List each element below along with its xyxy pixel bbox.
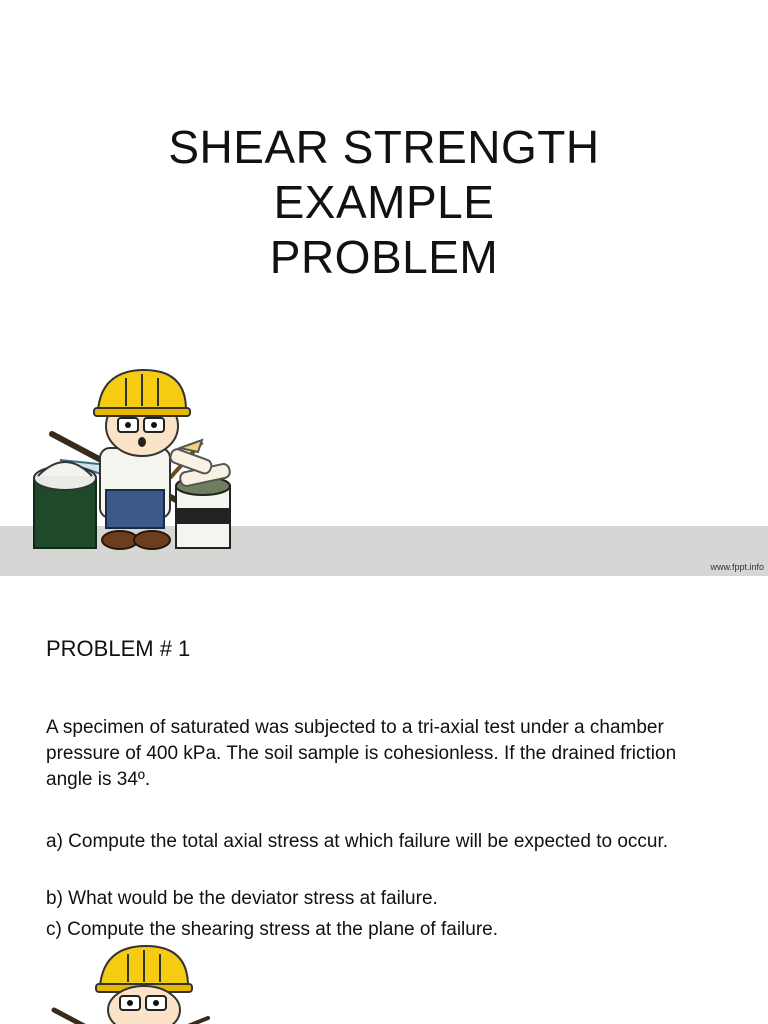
problem-heading: PROBLEM # 1 bbox=[46, 636, 191, 661]
footer-url: www.fppt.info bbox=[710, 562, 764, 572]
problem-slide bbox=[0, 576, 768, 1024]
engineer-mascot-illustration-partial bbox=[48, 944, 218, 1024]
question-c: c) Compute the shearing stress at the plane of failure. bbox=[46, 919, 499, 940]
title-line-3: PROBLEM bbox=[269, 231, 499, 283]
question-b: b) What would be the deviator stress at failure. bbox=[46, 888, 438, 909]
slide-title bbox=[0, 120, 768, 285]
title-line-1: SHEAR STRENGTH bbox=[168, 121, 600, 173]
question-a: a) Compute the total axial stress at which failure will be expected to occur. bbox=[46, 831, 669, 852]
title-line-2: EXAMPLE bbox=[273, 176, 495, 228]
engineer-mascot-illustration bbox=[30, 368, 240, 558]
problem-statement: A specimen of saturated was subjected to a tri-axial test under a chamber pressure of 400 kPa. The soil sample is cohesionless. If the drained friction angle is 34º. bbox=[46, 717, 677, 790]
